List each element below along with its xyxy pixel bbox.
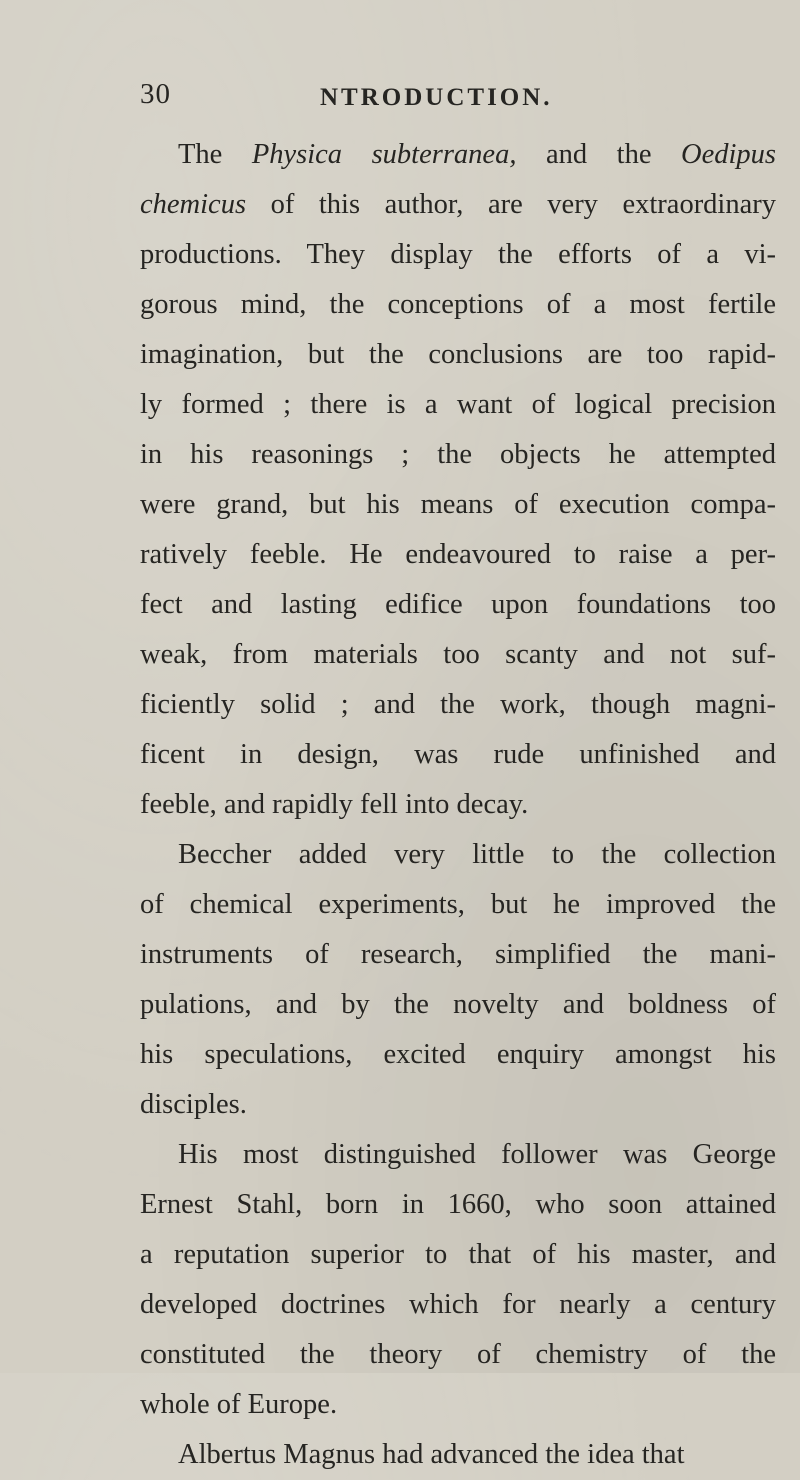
text-run: Beccher added very little to the collection (178, 839, 776, 870)
text-run: instruments of research, simplified the mani- (140, 939, 776, 970)
text-run: in his reasonings ; the objects he attempted (140, 439, 776, 470)
text-line (140, 580, 776, 630)
text-run: ratively feeble. He endeavoured to raise a per- (140, 539, 776, 570)
running-head (140, 78, 780, 118)
text-run: of chemical experiments, but he improved the (140, 889, 776, 920)
text-run: ficiently solid ; and the work, though magni- (140, 689, 776, 720)
text-line (140, 380, 776, 430)
text-line (140, 1230, 776, 1280)
text-run: weak, from materials too scanty and not suf- (140, 639, 776, 670)
text-run: a reputation superior to that of his master, and (140, 1239, 776, 1270)
text-run: whole of Europe. (140, 1389, 338, 1420)
paragraph (140, 1130, 776, 1430)
text-line (140, 730, 776, 780)
text-run: developed doctrines which for nearly a century (140, 1289, 776, 1320)
text-line (140, 1180, 776, 1230)
text-run: constituted the theory of chemistry of the (140, 1339, 776, 1370)
text-run: of this author, are very extraordinary (246, 189, 776, 220)
text-line (140, 930, 776, 980)
text-run: Ernest Stahl, born in 1660, who soon attained (140, 1189, 776, 1220)
text-line (140, 330, 776, 380)
body-text (140, 130, 776, 1480)
text-line (140, 1430, 776, 1480)
text-line (140, 1380, 776, 1430)
text-line (140, 530, 776, 580)
text-run: feeble, and rapidly fell into decay. (140, 789, 529, 820)
text-line (140, 1280, 776, 1330)
text-line (140, 1080, 776, 1130)
text-run: ficent in design, was rude unfinished and (140, 739, 776, 770)
text-line (140, 230, 776, 280)
text-run: The (178, 139, 252, 170)
text-run: imagination, but the conclusions are too rapid- (140, 339, 776, 370)
paragraph (140, 1430, 776, 1480)
text-line (140, 780, 776, 830)
paragraph (140, 130, 776, 830)
text-run: Albertus Magnus had advanced the idea that (178, 1439, 685, 1470)
text-line (140, 1030, 776, 1080)
paragraph (140, 830, 776, 1130)
text-line (140, 280, 776, 330)
text-run: and the (516, 139, 681, 170)
text-run: fect and lasting edifice upon foundations too (140, 589, 776, 620)
text-line (140, 1130, 776, 1180)
text-line (140, 180, 776, 230)
text-line (140, 430, 776, 480)
text-run: disciples. (140, 1089, 247, 1120)
italic-text-run: chemicus (140, 189, 247, 220)
running-head-title: NTRODUCTION. (320, 84, 553, 111)
text-line (140, 980, 776, 1030)
text-run: pulations, and by the novelty and boldness of (140, 989, 776, 1020)
text-run: his speculations, excited enquiry amongst his (140, 1039, 776, 1070)
italic-text-run: Physica subterranea, (251, 139, 517, 170)
text-line (140, 130, 776, 180)
text-line (140, 480, 776, 530)
text-line (140, 1330, 776, 1380)
italic-text-run: Oedipus (681, 139, 776, 170)
text-run: gorous mind, the conceptions of a most fertile (140, 289, 776, 320)
text-line (140, 680, 776, 730)
text-run: ly formed ; there is a want of logical precision (140, 389, 776, 420)
text-run: were grand, but his means of execution compa- (140, 489, 776, 520)
text-line (140, 880, 776, 930)
text-run: productions. They display the efforts of a vi- (140, 239, 776, 270)
text-line (140, 830, 776, 880)
page-number: 30 (140, 78, 171, 110)
text-line (140, 630, 776, 680)
text-run: His most distinguished follower was George (178, 1139, 776, 1170)
